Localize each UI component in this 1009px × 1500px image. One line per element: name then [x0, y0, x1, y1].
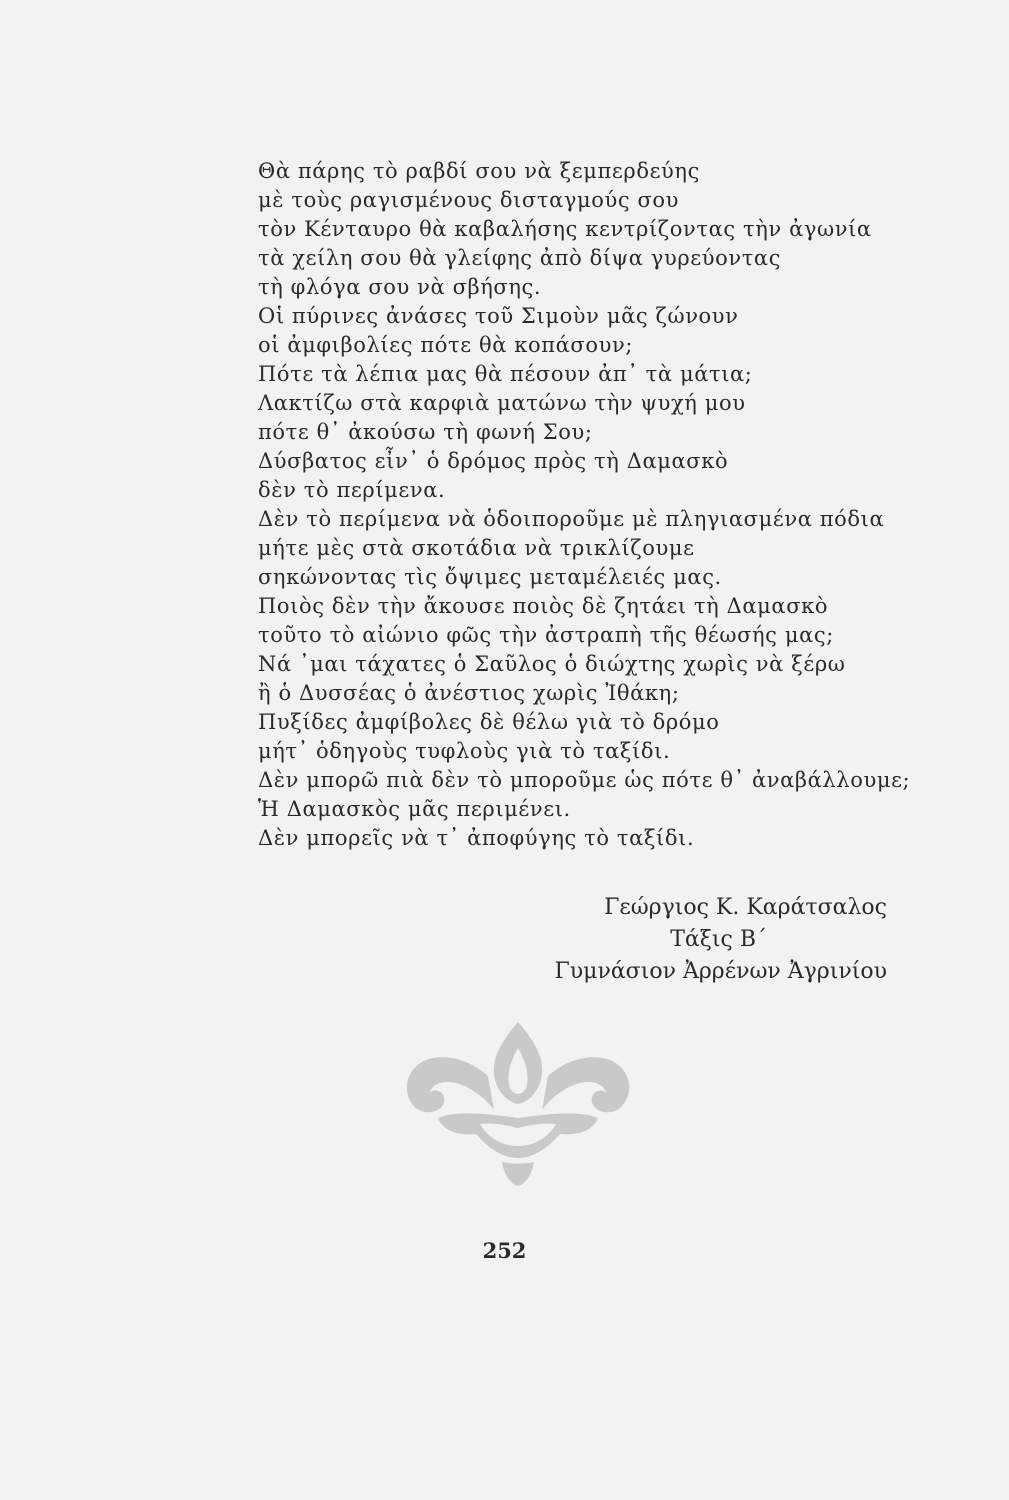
poem-line: ἢ ὁ Δυσσέας ὁ ἀνέστιος χωρὶς Ἰθάκη;: [258, 681, 680, 705]
school-class: Τάξις Β΄: [670, 927, 767, 952]
poem-line: πότε θ᾽ ἀκούσω τὴ φωνή Σου;: [258, 420, 593, 444]
poem-line: τὰ χείλη σου θὰ γλείφης ἀπὸ δίψα γυρεύοντας: [258, 246, 782, 270]
poem-line: μήτ᾽ ὁδηγοὺς τυφλοὺς γιὰ τὸ ταξίδι.: [258, 739, 671, 763]
poem-line: Νά ᾽μαι τάχατες ὁ Σαῦλος ὁ διώχτης χωρὶς νὰ ξέρω: [258, 652, 846, 676]
poem-line: Λακτίζω στὰ καρφιὰ ματώνω τὴν ψυχή μου: [258, 391, 746, 415]
author-name: Γεώργιος Κ. Καράτσαλος: [604, 895, 887, 920]
signature-block: [555, 892, 887, 988]
poem-line: τοῦτο τὸ αἰώνιο φῶς τὴν ἀστραπὴ τῆς θέωσής μας;: [258, 623, 834, 647]
poem-line: Δὲν μπορῶ πιὰ δὲν τὸ μποροῦμε ὡς πότε θ᾽ ἀναβάλλουμε;: [258, 768, 911, 792]
poem-line: Ποιὸς δὲν τὴν ἄκουσε ποιὸς δὲ ζητάει τὴ Δαμασκὸ: [258, 594, 829, 618]
page-number: 252: [482, 1238, 527, 1263]
school-name: Γυμνάσιον Ἀρρένων Ἀγρινίου: [554, 959, 887, 984]
lotus-ornament-icon: [398, 1018, 638, 1188]
poem-line: δὲν τὸ περίμενα.: [258, 478, 446, 502]
poem-line: σηκώνοντας τὶς ὄψιμες μεταμέλειές μας.: [258, 565, 722, 589]
poem: [258, 157, 911, 853]
poem-line: Πότε τὰ λέπια μας θὰ πέσουν ἀπ᾽ τὰ μάτια;: [258, 362, 753, 386]
poem-line: Οἱ πύρινες ἀνάσες τοῦ Σιμοὺν μᾶς ζώνουν: [258, 304, 739, 328]
poem-line: οἱ ἀμφιβολίες πότε θὰ κοπάσουν;: [258, 333, 634, 357]
poem-line: Δὲν τὸ περίμενα νὰ ὁδοιποροῦμε μὲ πληγιασμένα πόδια: [258, 507, 885, 531]
poem-line: τὴ φλόγα σου νὰ σβήσης.: [258, 275, 542, 299]
poem-line: μήτε μὲς στὰ σκοτάδια νὰ τρικλίζουμε: [258, 536, 695, 560]
poem-line: Ἡ Δαμασκὸς μᾶς περιμένει.: [258, 797, 571, 821]
poem-line: Δὲν μπορεῖς νὰ τ᾽ ἀποφύγης τὸ ταξίδι.: [258, 826, 695, 850]
poem-line: μὲ τοὺς ραγισμένους δισταγμούς σου: [258, 188, 680, 212]
poem-line: Πυξίδες ἀμφίβολες δὲ θέλω γιὰ τὸ δρόμο: [258, 710, 720, 734]
poem-line: Θὰ πάρης τὸ ραβδί σου νὰ ξεμπερδεύης: [258, 159, 700, 183]
poem-line: Δύσβατος εἶν᾽ ὁ δρόμος πρὸς τὴ Δαμασκὸ: [258, 449, 729, 473]
poem-line: τὸν Κένταυρο θὰ καβαλήσης κεντρίζοντας τὴν ἀγωνία: [258, 217, 872, 241]
